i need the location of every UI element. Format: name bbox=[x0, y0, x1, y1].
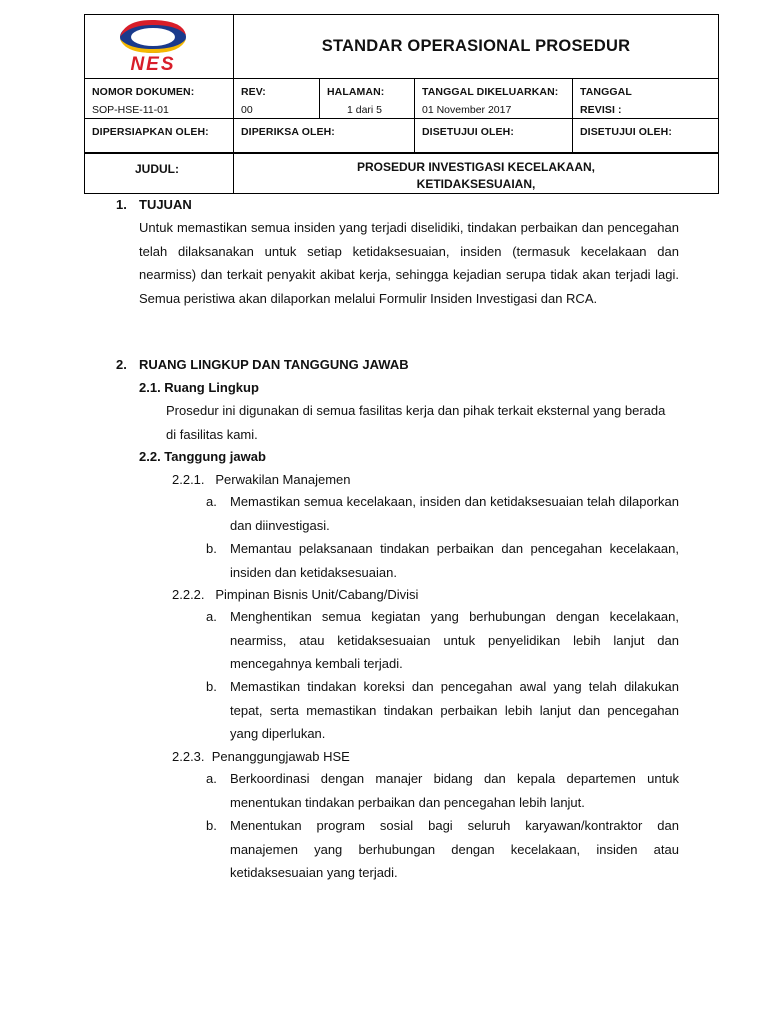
tanggal-revisi-label-2: REVISI : bbox=[580, 104, 622, 116]
list-marker: a. bbox=[206, 771, 217, 786]
list-item-text: Memantau pelaksanaan tindakan perbaikan dan pencegahan kecelakaan, insiden dan ketidaksesuaian. bbox=[230, 541, 679, 580]
list-item-text: Menentukan program sosial bagi seluruh karyawan/kontraktor dan manajemen yang berhubungan dengan kecelakaan, insiden atau ketidaksesuaian yang terjadi. bbox=[230, 818, 679, 880]
list-marker: a. bbox=[206, 494, 217, 509]
rev-value: 00 bbox=[241, 104, 253, 116]
nomor-dokumen-value: SOP-HSE-11-01 bbox=[92, 104, 169, 116]
section-1-text: Untuk memastikan semua insiden yang terjadi diselidiki, tindakan perbaikan dan pencegahan telah dilaksanakan untuk setiap ketidaksesuaian, insiden (termasuk kecelakaan dan nearmiss) dan terkait penyakit akibat kerja, sehingga kejadian serupa tidak akan terjadi lagi. Semua peristiwa akan dilaporkan melalui Formulir Insiden Investigasi dan RCA. bbox=[139, 220, 679, 306]
tanggal-revisi-cell bbox=[573, 79, 719, 119]
rev-label: REV: bbox=[241, 86, 266, 98]
list-item-2-2-1-b bbox=[206, 537, 679, 584]
tanggal-revisi-label-1: TANGGAL bbox=[580, 86, 632, 98]
tanggal-dikeluarkan-label: TANGGAL DIKELUARKAN: bbox=[422, 86, 559, 98]
disetujui-label-2: DISETUJUI OLEH: bbox=[580, 126, 672, 138]
disetujui-cell-1 bbox=[415, 119, 573, 154]
section-1-title: TUJUAN bbox=[139, 197, 192, 212]
disetujui-label-1: DISETUJUI OLEH: bbox=[422, 126, 514, 138]
section-2-number: 2. bbox=[116, 357, 127, 372]
rev-cell bbox=[234, 79, 320, 119]
list-item-text: Berkoordinasi dengan manajer bidang dan kepala departemen untuk menentukan tindakan perbaikan dan pencegahan lebih lanjut. bbox=[230, 771, 679, 810]
diperiksa-label: DIPERIKSA OLEH: bbox=[241, 126, 335, 138]
diperiksa-cell bbox=[234, 119, 415, 154]
judul-value-cell bbox=[234, 153, 719, 194]
halaman-cell bbox=[320, 79, 415, 119]
list-item-text: Memastikan tindakan koreksi dan pencegahan awal yang telah dilakukan tepat, serta memastikan tindakan perbaikan lebih lanjut dan pencegahan yang diperlukan. bbox=[230, 679, 679, 741]
judul-label: JUDUL: bbox=[135, 162, 179, 176]
dipersiapkan-cell bbox=[85, 119, 234, 154]
section-2-1-heading: 2.1. Ruang Lingkup bbox=[139, 380, 259, 395]
title-cell bbox=[234, 15, 719, 79]
header-table bbox=[84, 14, 719, 194]
logo-text: NES bbox=[130, 54, 176, 73]
dipersiapkan-label: DIPERSIAPKAN OLEH: bbox=[92, 126, 209, 138]
section-2-1-text: Prosedur ini digunakan di semua fasilitas kerja dan pihak terkait eksternal yang berada di fasilitas kami. bbox=[166, 403, 666, 442]
halaman-value: 1 dari 5 bbox=[347, 104, 383, 116]
nomor-dokumen-cell bbox=[85, 79, 234, 119]
list-marker: b. bbox=[206, 679, 217, 694]
nomor-dokumen-label: NOMOR DOKUMEN: bbox=[92, 86, 195, 98]
halaman-label: HALAMAN: bbox=[327, 86, 385, 98]
list-item-text: Memastikan semua kecelakaan, insiden dan ketidaksesuaian telah dilaporkan dan diinvestigasi. bbox=[230, 494, 679, 533]
section-2-title: RUANG LINGKUP DAN TANGGUNG JAWAB bbox=[139, 357, 409, 372]
list-marker: b. bbox=[206, 818, 217, 833]
list-item-2-2-2-a bbox=[206, 605, 679, 676]
section-2-2-heading: 2.2. Tanggung jawab bbox=[139, 449, 266, 464]
disetujui-cell-2 bbox=[573, 119, 719, 154]
list-item-2-2-2-b bbox=[206, 675, 679, 746]
logo-cell bbox=[85, 15, 234, 79]
section-2-2-1-heading: 2.2.1. Perwakilan Manajemen bbox=[172, 472, 351, 487]
company-logo bbox=[85, 15, 234, 73]
judul-label-cell bbox=[85, 153, 234, 194]
list-marker: a. bbox=[206, 609, 217, 624]
list-marker: b. bbox=[206, 541, 217, 556]
section-1-number: 1. bbox=[116, 197, 127, 212]
list-item-text: Menghentikan semua kegiatan yang berhubungan dengan kecelakaan, nearmiss, atau ketidaksesuaian untuk penyelidikan lebih lanjut dan mencegahnya kembali terjadi. bbox=[230, 609, 679, 671]
list-item-2-2-1-a bbox=[206, 490, 679, 537]
section-2-2-2-heading: 2.2.2. Pimpinan Bisnis Unit/Cabang/Divisi bbox=[172, 587, 419, 602]
list-item-2-2-3-a bbox=[206, 767, 679, 814]
document-header bbox=[84, 14, 718, 194]
section-2-2-3-heading: 2.2.3. Penanggungjawab HSE bbox=[172, 749, 350, 764]
list-item-2-2-3-b bbox=[206, 814, 679, 885]
tanggal-dikeluarkan-value: 01 November 2017 bbox=[422, 104, 512, 116]
judul-line-1: PROSEDUR INVESTIGASI KECELAKAAN, bbox=[356, 160, 596, 174]
judul-line-2: KETIDAKSESUAIAN, bbox=[416, 177, 536, 191]
tanggal-dikeluarkan-cell bbox=[415, 79, 573, 119]
document-title: STANDAR OPERASIONAL PROSEDUR bbox=[321, 37, 631, 55]
